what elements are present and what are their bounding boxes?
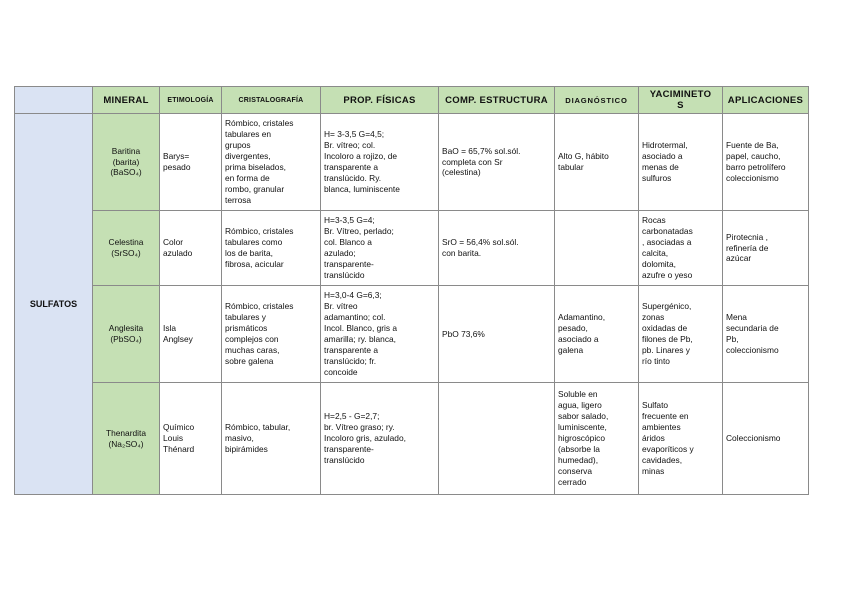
cell-cristalografia [222, 383, 321, 495]
cell-yacimientos [639, 286, 723, 383]
cell-comp-estructura [439, 286, 555, 383]
cell-diagnostico [555, 383, 639, 495]
group-corner-cell [15, 87, 93, 114]
header-row [15, 87, 809, 114]
cell-yacimientos [639, 114, 723, 211]
cell-prop-fisicas [321, 286, 439, 383]
cell-cristalografia-text: Rómbico, cristales tabulares en grupos divergentes, prima biselados, en forma de rombo, granular terrosa [225, 118, 294, 205]
cell-yacimientos-text: Sulfato frecuente en ambientes áridos evaporíticos y cavidades, minas [642, 400, 694, 476]
cell-diagnostico [555, 211, 639, 286]
cell-cristalografia [222, 286, 321, 383]
cell-yacimientos-text: Supergénico, zonas oxidadas de filones de Pb, pb. Linares y río tinto [642, 301, 693, 366]
cell-mineral-text: Celestina (SrSO₄) [108, 237, 144, 258]
cell-mineral-text: Thenardita (Na₂SO₄) [105, 427, 147, 449]
cell-mineral [93, 211, 160, 286]
header-aplicaciones: APLICACIONES [723, 87, 809, 114]
cell-prop-fisicas-text: H=2,5 - G=2,7; br. Vítreo graso; ry. Incoloro gris, azulado, transparente- translúcido [324, 411, 406, 465]
cell-comp-estructura-text: PbO 73,6% [442, 328, 485, 339]
cell-cristalografia [222, 211, 321, 286]
header-prop-fisicas: PROP. FÍSICAS [321, 87, 439, 114]
cell-prop-fisicas [321, 114, 439, 211]
cell-comp-estructura-text: SrO = 56,4% sol.sól. con barita. [442, 237, 519, 258]
header-diagnostico: DIAGNÓSTICO [555, 87, 639, 114]
cell-etimologia [160, 211, 222, 286]
sulfatos-table [14, 86, 809, 495]
cell-aplicaciones-text: Fuente de Ba, papel, caucho, barro petrolífero coleccionismo [726, 140, 786, 183]
cell-yacimientos-text: Rocas carbonatadas , asociadas a calcita, dolomita, azufre o yeso [642, 215, 693, 280]
cell-cristalografia-text: Rómbico, cristales tabulares y prismáticos complejos con muchas caras, sobre galena [225, 301, 294, 366]
cell-comp-estructura [439, 114, 555, 211]
cell-prop-fisicas-text: H=3-3,5 G=4; Br. Vítreo, perlado; col. Blanco a azulado; transparente- translúcido [324, 215, 394, 280]
cell-cristalografia-text: Rómbico, tabular, masivo, bipirámides [225, 422, 291, 454]
header-yacimientos-label: YACIMINETO S [649, 89, 712, 111]
cell-yacimientos-text: Hidrotermal, asociado a menas de sulfuros [642, 140, 688, 183]
cell-aplicaciones [723, 114, 809, 211]
cell-etimologia-text: Isla Anglsey [163, 323, 193, 344]
header-mineral: MINERAL [93, 87, 160, 114]
header-comp-estructura: COMP. ESTRUCTURA [439, 87, 555, 114]
cell-diagnostico [555, 286, 639, 383]
cell-aplicaciones-text: Pirotecnia , refinería de azúcar [726, 231, 769, 264]
cell-diagnostico-text: Alto G, hábito tabular [558, 151, 609, 172]
table-row [15, 114, 809, 211]
header-cristalografia: CRISTALOGRAFÍA [222, 87, 321, 114]
cell-prop-fisicas-text: H= 3-3,5 G=4,5; Br. vítreo; col. Incoloro a rojizo, de transparente a translúcido. Ry. blanca, luminiscente [324, 129, 400, 194]
cell-yacimientos [639, 211, 723, 286]
cell-mineral [93, 114, 160, 211]
table-row [15, 211, 809, 286]
cell-mineral-text: Anglesita (PbSO₄) [108, 323, 144, 344]
cell-etimologia-text: Color azulado [163, 237, 193, 258]
cell-aplicaciones-text: Coleccionismo [726, 433, 781, 444]
cell-etimologia-text: Químico Louis Thénard [163, 422, 195, 454]
cell-etimologia [160, 114, 222, 211]
cell-etimologia-text: Barys= pesado [163, 151, 191, 172]
cell-mineral [93, 383, 160, 495]
cell-aplicaciones [723, 286, 809, 383]
table-row [15, 383, 809, 495]
cell-etimologia [160, 286, 222, 383]
header-etimologia: ETIMOLOGÍA [160, 87, 222, 114]
cell-mineral-text: Baritina (barita) (BaSO₄) [110, 145, 142, 178]
cell-diagnostico-text: Soluble en agua, ligero sabor salado, luminiscente, higroscópico (absorbe la humedad), conserva cerrado [558, 389, 609, 487]
cell-aplicaciones [723, 383, 809, 495]
cell-diagnostico [555, 114, 639, 211]
cell-aplicaciones [723, 211, 809, 286]
cell-comp-estructura-text: BaO = 65,7% sol.sól. completa con Sr (celestina) [442, 145, 521, 178]
cell-prop-fisicas [321, 211, 439, 286]
cell-prop-fisicas [321, 383, 439, 495]
cell-aplicaciones-text: Mena secundaria de Pb, coleccionismo [726, 312, 779, 355]
cell-etimologia [160, 383, 222, 495]
cell-comp-estructura [439, 383, 555, 495]
cell-cristalografia-text: Rómbico, cristales tabulares como los de barita, fibrosa, acicular [225, 226, 294, 269]
cell-mineral [93, 286, 160, 383]
header-yacimientos [639, 87, 723, 114]
table-row [15, 286, 809, 383]
cell-diagnostico-text: Adamantino, pesado, asociado a galena [558, 312, 606, 355]
group-label: SULFATOS [15, 114, 93, 495]
cell-cristalografia [222, 114, 321, 211]
cell-yacimientos [639, 383, 723, 495]
cell-comp-estructura [439, 211, 555, 286]
cell-prop-fisicas-text: H=3,0-4 G=6,3; Br. vítreo adamantino; col. Incol. Blanco, gris a amarilla; ry. blanca, transparente a translúcido; fr. concoide [324, 290, 398, 377]
